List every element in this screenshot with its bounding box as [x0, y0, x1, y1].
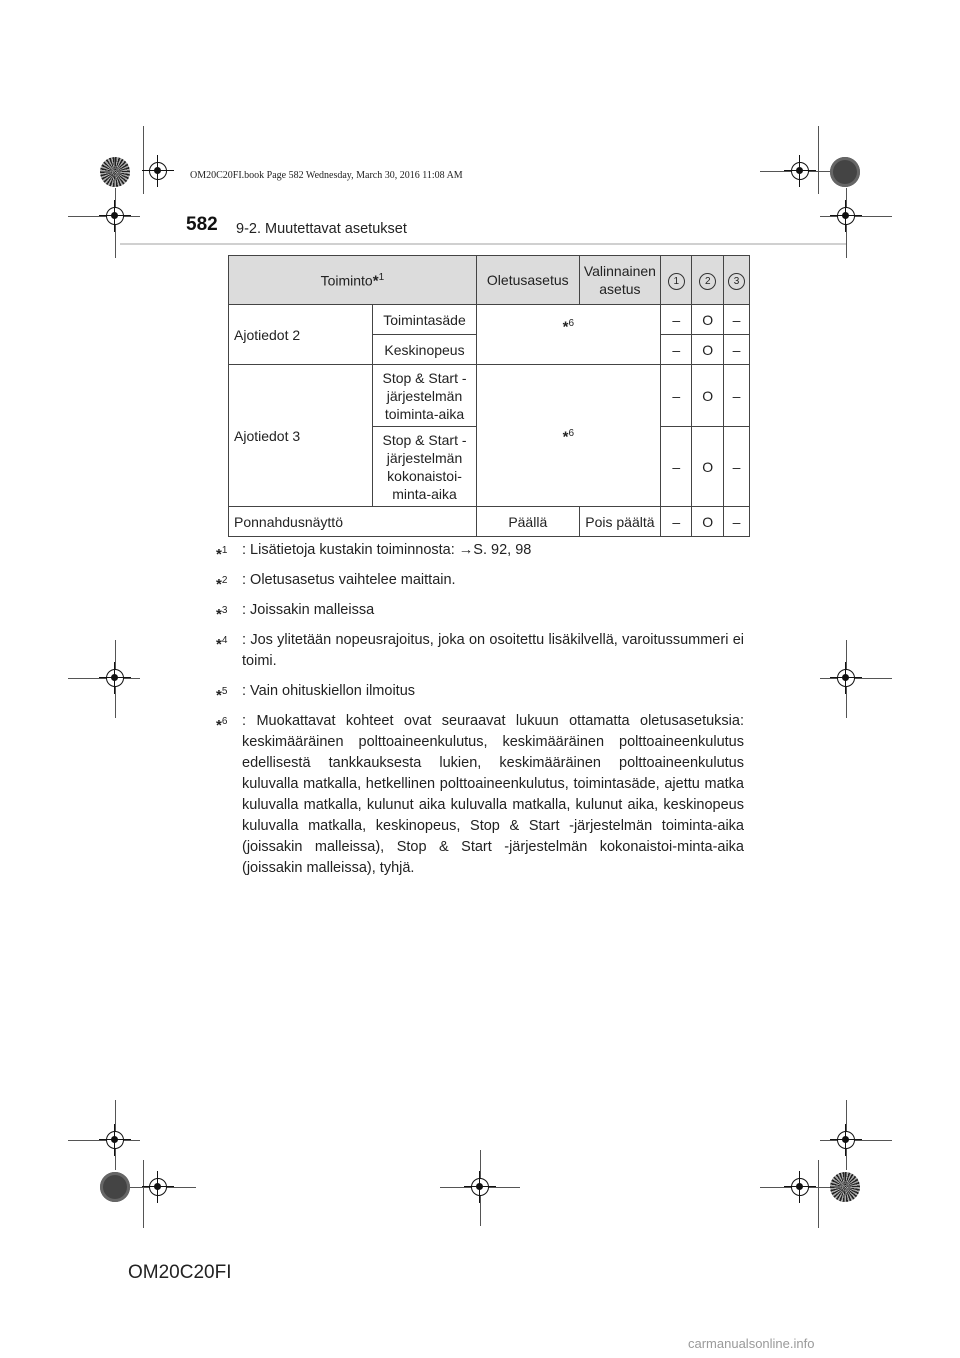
table-row	[229, 507, 750, 537]
value-cell: –	[660, 335, 692, 365]
crop-line	[820, 678, 892, 679]
registration-crosshair-icon	[837, 669, 855, 687]
crop-line	[68, 1140, 140, 1141]
footnote-ref: 6	[568, 427, 575, 439]
optional-cell: Pois päältä	[579, 507, 660, 537]
circled-number: 1	[668, 273, 685, 290]
value-cell: O	[692, 365, 724, 427]
value-cell: –	[724, 335, 750, 365]
value-cell: –	[724, 427, 750, 507]
crop-line	[68, 678, 140, 679]
table-header-row	[229, 256, 750, 305]
crop-line	[818, 126, 819, 194]
footnote-marker: *$^4$	[216, 635, 228, 653]
header-col2	[692, 256, 724, 305]
registration-crosshair-icon	[149, 162, 167, 180]
footnote	[216, 711, 744, 879]
crop-line	[143, 126, 144, 194]
print-info: OM20C20FI.book Page 582 Wednesday, March 30, 2016 11:08 AM	[190, 170, 463, 181]
value-cell: O	[692, 427, 724, 507]
registration-crosshair-icon	[791, 1178, 809, 1196]
value-cell: –	[660, 365, 692, 427]
crop-line	[820, 1140, 892, 1141]
value-cell: –	[660, 305, 692, 335]
footnote-marker: *$^5$	[216, 686, 228, 704]
registration-sunburst-icon	[100, 157, 130, 187]
registration-crosshair-icon	[149, 1178, 167, 1196]
registration-dot-icon	[830, 157, 860, 187]
value-cell: O	[692, 305, 724, 335]
subfeature-cell: Stop & Start -järjestelmän kokonaistoi-minta-aika	[373, 427, 476, 507]
settings-table	[228, 255, 750, 537]
footnote	[216, 681, 744, 702]
footnote-text: : Muokattavat kohteet ovat seuraavat lukuun ottamatta oletusasetuksia: keskimääräinen polttoaineenkulutus, keskimääräinen polttoaineenkulutus edellisestä tankkauksesta lukien, keskimääräinen polttoaineenkulutus kuluvalla matkalla, hetkellinen polttoaineenkulutus, toimintasäde, ajettu matka kuluvalla matkalla, kulunut aika kuluvalla matkalla, kulunut aika, keskinopeus kuluvalla matkalla, keskinopeus, Stop & Start -järjestelmän toiminta-aika (joissakin malleissa), Stop & Start -järjestelmän kokonaistoi-minta-aika (joissakin malleissa), tyhjä.	[242, 713, 744, 876]
value-cell: –	[660, 427, 692, 507]
header-col1	[660, 256, 692, 305]
footnote	[216, 540, 744, 561]
footnote-star: *	[372, 272, 379, 290]
table-row	[229, 305, 750, 335]
crop-line	[818, 1160, 819, 1228]
subfeature-cell: Toimintasäde	[373, 305, 476, 335]
value-cell: O	[692, 507, 724, 537]
header-rule	[120, 243, 846, 245]
header-optional: Valinnainen asetus	[579, 256, 660, 305]
footer-code: OM20C20FI	[128, 1262, 232, 1283]
footnote-star: *	[562, 428, 569, 446]
value-cell: O	[692, 335, 724, 365]
footnote	[216, 630, 744, 672]
footnote-marker: *$^2$	[216, 575, 228, 593]
page-number: 582	[186, 214, 218, 235]
feature-cell: Ajotiedot 3	[229, 365, 373, 507]
header-default: Oletusasetus	[476, 256, 579, 305]
footnote	[216, 600, 744, 621]
registration-dot-icon	[100, 1172, 130, 1202]
subfeature-cell: Stop & Start -järjestelmän toiminta-aika	[373, 365, 476, 427]
footnote-ref: 6	[568, 318, 575, 329]
feature-cell: Ponnahdusnäyttö	[229, 507, 477, 537]
table-row	[229, 365, 750, 427]
header-col3	[724, 256, 750, 305]
crop-line	[68, 216, 140, 217]
registration-sunburst-icon	[830, 1172, 860, 1202]
registration-crosshair-icon	[106, 207, 124, 225]
header-feature-label: Toiminto	[320, 272, 373, 289]
footnote-text: : Jos ylitetään nopeusrajoitus, joka on osoitettu lisäkilvellä, varoitussummeri ei toimi.	[242, 632, 744, 669]
registration-crosshair-icon	[837, 1131, 855, 1149]
circled-number: 3	[728, 273, 745, 290]
footnote-text: : Lisätietoja kustakin toiminnosta: →S. 92, 98	[242, 542, 532, 558]
footnote-text: : Joissakin malleissa	[242, 602, 375, 618]
section-title: 9-2. Muutettavat asetukset	[236, 221, 407, 237]
circled-number: 2	[699, 273, 716, 290]
crop-line	[143, 1160, 144, 1228]
value-cell: –	[660, 507, 692, 537]
value-cell: –	[724, 365, 750, 427]
footnote-text: : Oletusasetus vaihtelee maittain.	[242, 572, 456, 588]
footnote-marker: *$^6$	[216, 716, 228, 734]
footnotes	[216, 540, 744, 888]
header-feature	[229, 256, 477, 305]
footnote-ref: 1	[378, 272, 385, 284]
value-cell: –	[724, 305, 750, 335]
value-cell: –	[724, 507, 750, 537]
footnote-text: : Vain ohituskiellon ilmoitus	[242, 683, 416, 699]
default-cell: Päällä	[476, 507, 579, 537]
footnote-star: *	[562, 318, 569, 336]
default-cell	[476, 305, 660, 365]
footnote-marker: *$^3$	[216, 605, 228, 623]
registration-crosshair-icon	[106, 669, 124, 687]
subfeature-cell: Keskinopeus	[373, 335, 476, 365]
registration-crosshair-icon	[106, 1131, 124, 1149]
registration-crosshair-icon	[471, 1178, 489, 1196]
footnote	[216, 570, 744, 591]
registration-crosshair-icon	[791, 162, 809, 180]
registration-crosshair-icon	[837, 207, 855, 225]
watermark: carmanualsonline.info	[688, 1336, 815, 1351]
default-cell	[476, 365, 660, 507]
crop-line	[820, 216, 892, 217]
footnote-marker: *$^1$	[216, 545, 228, 563]
feature-cell: Ajotiedot 2	[229, 305, 373, 365]
